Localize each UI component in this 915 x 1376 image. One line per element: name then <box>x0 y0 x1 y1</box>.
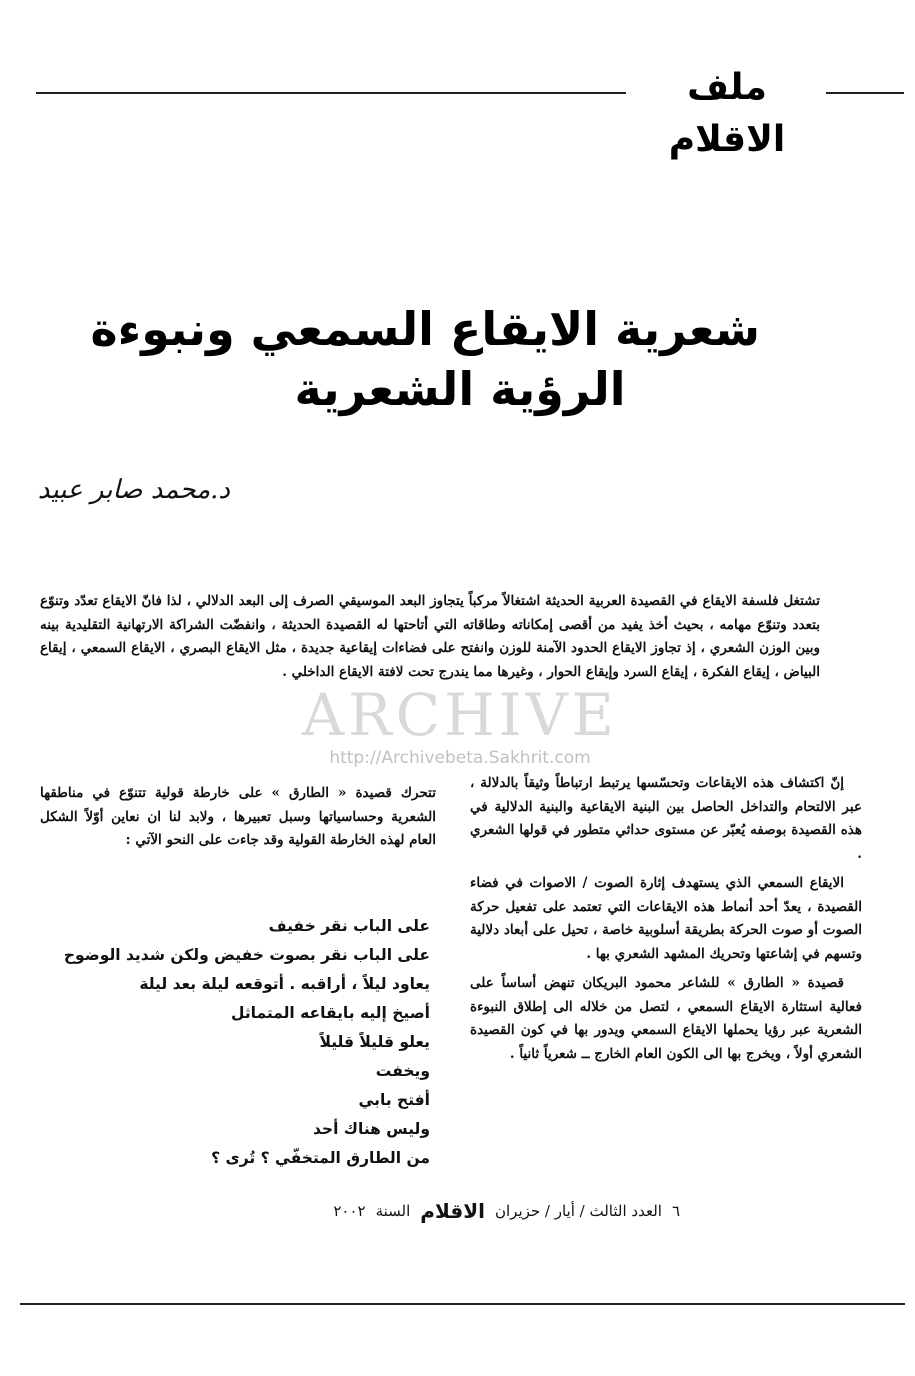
article-title-line2: الرؤية الشعرية <box>294 362 626 416</box>
article-title-line1: شعرية الايقاع السمعي ونبوءة <box>90 302 760 356</box>
issue-info: العدد الثالث / أيار / حزيران <box>494 1202 662 1220</box>
right-column-paragraph-2: الايقاع السمعي الذي يستهدف إثارة الصوت / الاصوات في فضاء القصيدة ، يعدّ أحد أنماط هذه الايقاعات التي تعتمد على تفعيل حركة الصوت أو صوت الحركة بطريقة أسلوبية خاصة ، تحيل على أبعاد دلالية وتسهم في إشاعتها وتحريك المشهد الشعري بها . <box>470 875 862 962</box>
magazine-logo: الاقلام <box>420 1199 485 1223</box>
footer-rule <box>20 1303 905 1305</box>
right-column-paragraph-1: إنّ اكتشاف هذه الايقاعات وتحسّسها يرتبط ارتباطاً وثيقاً بالدلالة ، عبر الالتحام والتداخل الحاصل بين البنية الايقاعية والبنية الدلالية في هذه القصيدة بوصفه يُعبّر عن مستوى حداثي متطور في قولها الشعري . <box>470 775 862 862</box>
article-intro: تشتغل فلسفة الايقاع في القصيدة العربية الحديثة اشتغالاً مركباً يتجاوز البعد الموسيقي الصرف إلى البعد الدلالي ، لذا فانّ الايقاع تعدّد وتنوّع بتعدد وتنوّع مهامه ، بحيث أخذ يفيد من أقصى إمكاناته وطاقاته التي أتاحتها له القصيدة الحديثة ، وانفضّت الشراكة الارتهانية التقليدية بينه وبين الوزن الشعري ، إذ تجاوز الايقاع الحدود الآمنة للوزن وانفتح على فضاءات إيقاعية جديدة ، مثل الايقاع البصري ، الايقاع السمعي ، إيقاع البياض ، إيقاع الفكرة ، إيقاع السرد وإيقاع الحوار ، وغيرها مما يندرج تحت لافتة الايقاع الداخلي . <box>40 593 820 680</box>
poem-line: أصيخ إليه بايقاعه المتماثل <box>231 1004 430 1022</box>
poem-line: من الطارق المتخفّي ؟ تُرى ؟ <box>211 1149 430 1167</box>
poem-line: ويخفت <box>375 1062 430 1080</box>
year-label: السنة <box>375 1202 411 1220</box>
page-number: ٦ <box>671 1202 680 1220</box>
archive-watermark: ARCHIVE <box>302 681 618 749</box>
left-column-intro: تتحرك قصيدة « الطارق » على خارطة قولية تتنوّع في مناطقها الشعرية وحساسياتها وسبل تعبيرها ، ولابد لنا ان نعاين أوّلاً الشكل العام لهذه الخارطة القولية وقد جاءت على النحو الآتي : <box>40 785 436 848</box>
page-footer <box>240 1196 680 1226</box>
right-column <box>470 772 862 1072</box>
poem-line: وليس هناك أحد <box>312 1120 430 1138</box>
poem-line: يعلو قليلاً قليلاً <box>319 1033 430 1051</box>
poem-line: أفتح بابي <box>358 1091 430 1109</box>
poem-line: على الباب نقر بصوت خفيض ولكن شديد الوضوح <box>63 946 430 964</box>
poem-line: يعاود ليلاً ، أراقبه . أتوقعه ليلة بعد ليلة <box>139 975 430 993</box>
archive-watermark-url: http://Archivebeta.Sakhrit.com <box>329 748 591 768</box>
right-column-paragraph-3: قصيدة « الطارق » للشاعر محمود البريكان تنهض أساساً على فعالية استثارة الايقاع السمعي ، لتصل من خلاله الى إطلاق النبوءة الشعرية عبر رؤيا يحملها الايقاع السمعي ويدور بها في كون القصيدة الشعري أولاً ، ويخرج بها الى الكون العام الخارج ــ شعرياً ثانياً . <box>470 975 862 1062</box>
section-label: ملف الاقلام <box>668 67 786 160</box>
article-author: د.محمد صابر عبيد <box>37 475 230 505</box>
poem-excerpt <box>50 912 430 1173</box>
year-value: ٢٠٠٢ <box>333 1202 366 1220</box>
poem-line: على الباب نقر خفيف <box>268 917 430 935</box>
header-rule-right <box>826 92 904 94</box>
header-rule-left <box>36 92 626 94</box>
